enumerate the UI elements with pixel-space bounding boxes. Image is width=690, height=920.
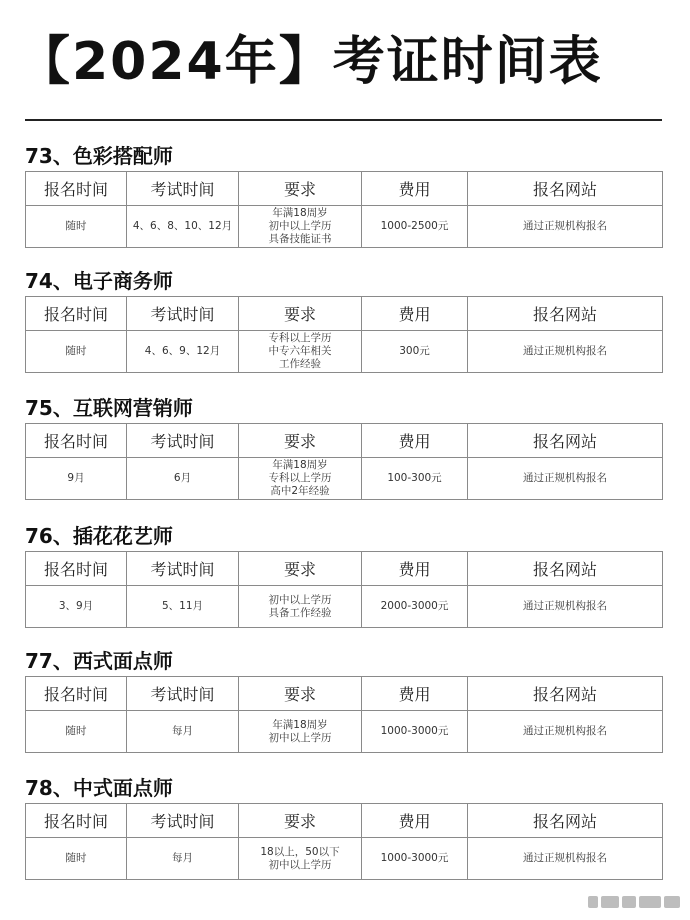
header-reg-time: 报名时间 — [26, 677, 127, 711]
page-title: 【2024年】考证时间表 — [18, 32, 603, 92]
header-fee: 费用 — [362, 804, 468, 838]
site-cell: 通过正规机构报名 — [468, 206, 663, 248]
site-cell: 通过正规机构报名 — [468, 838, 663, 880]
section-title: 74、电子商务师 — [25, 269, 173, 293]
title-divider — [25, 119, 662, 121]
header-requirements: 要求 — [239, 172, 362, 206]
fee-cell: 1000-2500元 — [362, 206, 468, 248]
exam-time-cell: 6月 — [127, 458, 239, 500]
requirement-line: 18以上，50以下 — [260, 845, 340, 858]
header-reg-time: 报名时间 — [26, 804, 127, 838]
header-fee: 费用 — [362, 172, 468, 206]
requirement-line: 工作经验 — [279, 358, 321, 370]
reg-time-cell: 3、9月 — [26, 586, 127, 628]
reg-time-cell: 9月 — [26, 458, 127, 500]
requirement-line: 专科以上学历 — [268, 472, 332, 484]
section-75 — [25, 393, 662, 500]
section-title: 78、中式面点师 — [25, 776, 173, 800]
exam-time-cell: 4、6、8、10、12月 — [127, 206, 239, 248]
exam-table — [25, 803, 663, 880]
header-row — [26, 172, 663, 206]
fee-cell: 1000-3000元 — [362, 838, 468, 880]
requirement-line: 初中以上学历 — [268, 220, 332, 232]
table-row — [26, 586, 663, 628]
section-title: 77、西式面点师 — [25, 649, 173, 673]
site-cell: 通过正规机构报名 — [468, 711, 663, 753]
requirement-line: 初中以上学历 — [268, 731, 332, 744]
requirement-line: 具备技能证书 — [268, 233, 332, 245]
header-exam-time: 考试时间 — [127, 424, 239, 458]
exam-table — [25, 676, 663, 753]
requirements-cell — [239, 458, 362, 500]
exam-table — [25, 423, 663, 500]
header-site: 报名网站 — [468, 677, 663, 711]
header-reg-time: 报名时间 — [26, 172, 127, 206]
requirement-line: 初中以上学历 — [268, 858, 332, 871]
header-fee: 费用 — [362, 297, 468, 331]
table-row — [26, 331, 663, 373]
section-73 — [25, 141, 662, 248]
exam-table — [25, 171, 663, 248]
section-title: 76、插花花艺师 — [25, 524, 173, 548]
header-site: 报名网站 — [468, 804, 663, 838]
exam-time-cell: 每月 — [127, 711, 239, 753]
fee-cell: 300元 — [362, 331, 468, 373]
header-row — [26, 424, 663, 458]
header-site: 报名网站 — [468, 297, 663, 331]
header-row — [26, 804, 663, 838]
header-reg-time: 报名时间 — [26, 297, 127, 331]
table-row — [26, 206, 663, 248]
section-76 — [25, 521, 662, 628]
requirements-cell — [239, 331, 362, 373]
section-78 — [25, 773, 662, 880]
header-reg-time: 报名时间 — [26, 424, 127, 458]
requirement-line: 专科以上学历 — [268, 332, 332, 344]
header-requirements: 要求 — [239, 424, 362, 458]
exam-table — [25, 296, 663, 373]
header-exam-time: 考试时间 — [127, 297, 239, 331]
section-77 — [25, 646, 662, 753]
header-exam-time: 考试时间 — [127, 677, 239, 711]
requirement-line: 年满18周岁 — [272, 718, 328, 731]
site-cell: 通过正规机构报名 — [468, 586, 663, 628]
header-requirements: 要求 — [239, 552, 362, 586]
reg-time-cell: 随时 — [26, 331, 127, 373]
requirement-line: 中专六年相关 — [268, 345, 332, 357]
site-cell: 通过正规机构报名 — [468, 331, 663, 373]
requirements-cell — [239, 206, 362, 248]
fee-cell: 1000-3000元 — [362, 711, 468, 753]
header-site: 报名网站 — [468, 552, 663, 586]
fee-cell: 2000-3000元 — [362, 586, 468, 628]
header-exam-time: 考试时间 — [127, 172, 239, 206]
header-fee: 费用 — [362, 424, 468, 458]
header-fee: 费用 — [362, 552, 468, 586]
exam-time-cell: 5、11月 — [127, 586, 239, 628]
header-reg-time: 报名时间 — [26, 552, 127, 586]
exam-time-cell: 每月 — [127, 838, 239, 880]
reg-time-cell: 随时 — [26, 206, 127, 248]
header-requirements: 要求 — [239, 297, 362, 331]
requirements-cell — [239, 711, 362, 753]
header-row — [26, 677, 663, 711]
site-cell: 通过正规机构报名 — [468, 458, 663, 500]
requirement-line: 具备工作经验 — [268, 606, 332, 619]
fee-cell: 100-300元 — [362, 458, 468, 500]
header-requirements: 要求 — [239, 804, 362, 838]
section-74 — [25, 266, 662, 373]
requirement-line: 年满18周岁 — [272, 459, 328, 471]
table-row — [26, 711, 663, 753]
header-site: 报名网站 — [468, 172, 663, 206]
header-row — [26, 552, 663, 586]
requirement-line: 年满18周岁 — [272, 207, 328, 219]
table-row — [26, 838, 663, 880]
header-fee: 费用 — [362, 677, 468, 711]
header-site: 报名网站 — [468, 424, 663, 458]
table-row — [26, 458, 663, 500]
header-requirements: 要求 — [239, 677, 362, 711]
reg-time-cell: 随时 — [26, 711, 127, 753]
header-row — [26, 297, 663, 331]
requirement-line: 高中2年经验 — [270, 485, 330, 497]
requirement-line: 初中以上学历 — [268, 593, 332, 606]
reg-time-cell: 随时 — [26, 838, 127, 880]
exam-table — [25, 551, 663, 628]
requirements-cell — [239, 838, 362, 880]
section-title: 75、互联网营销师 — [25, 396, 193, 420]
requirements-cell — [239, 586, 362, 628]
header-exam-time: 考试时间 — [127, 804, 239, 838]
watermark — [588, 893, 680, 911]
header-exam-time: 考试时间 — [127, 552, 239, 586]
exam-time-cell: 4、6、9、12月 — [127, 331, 239, 373]
section-title: 73、色彩搭配师 — [25, 144, 173, 168]
